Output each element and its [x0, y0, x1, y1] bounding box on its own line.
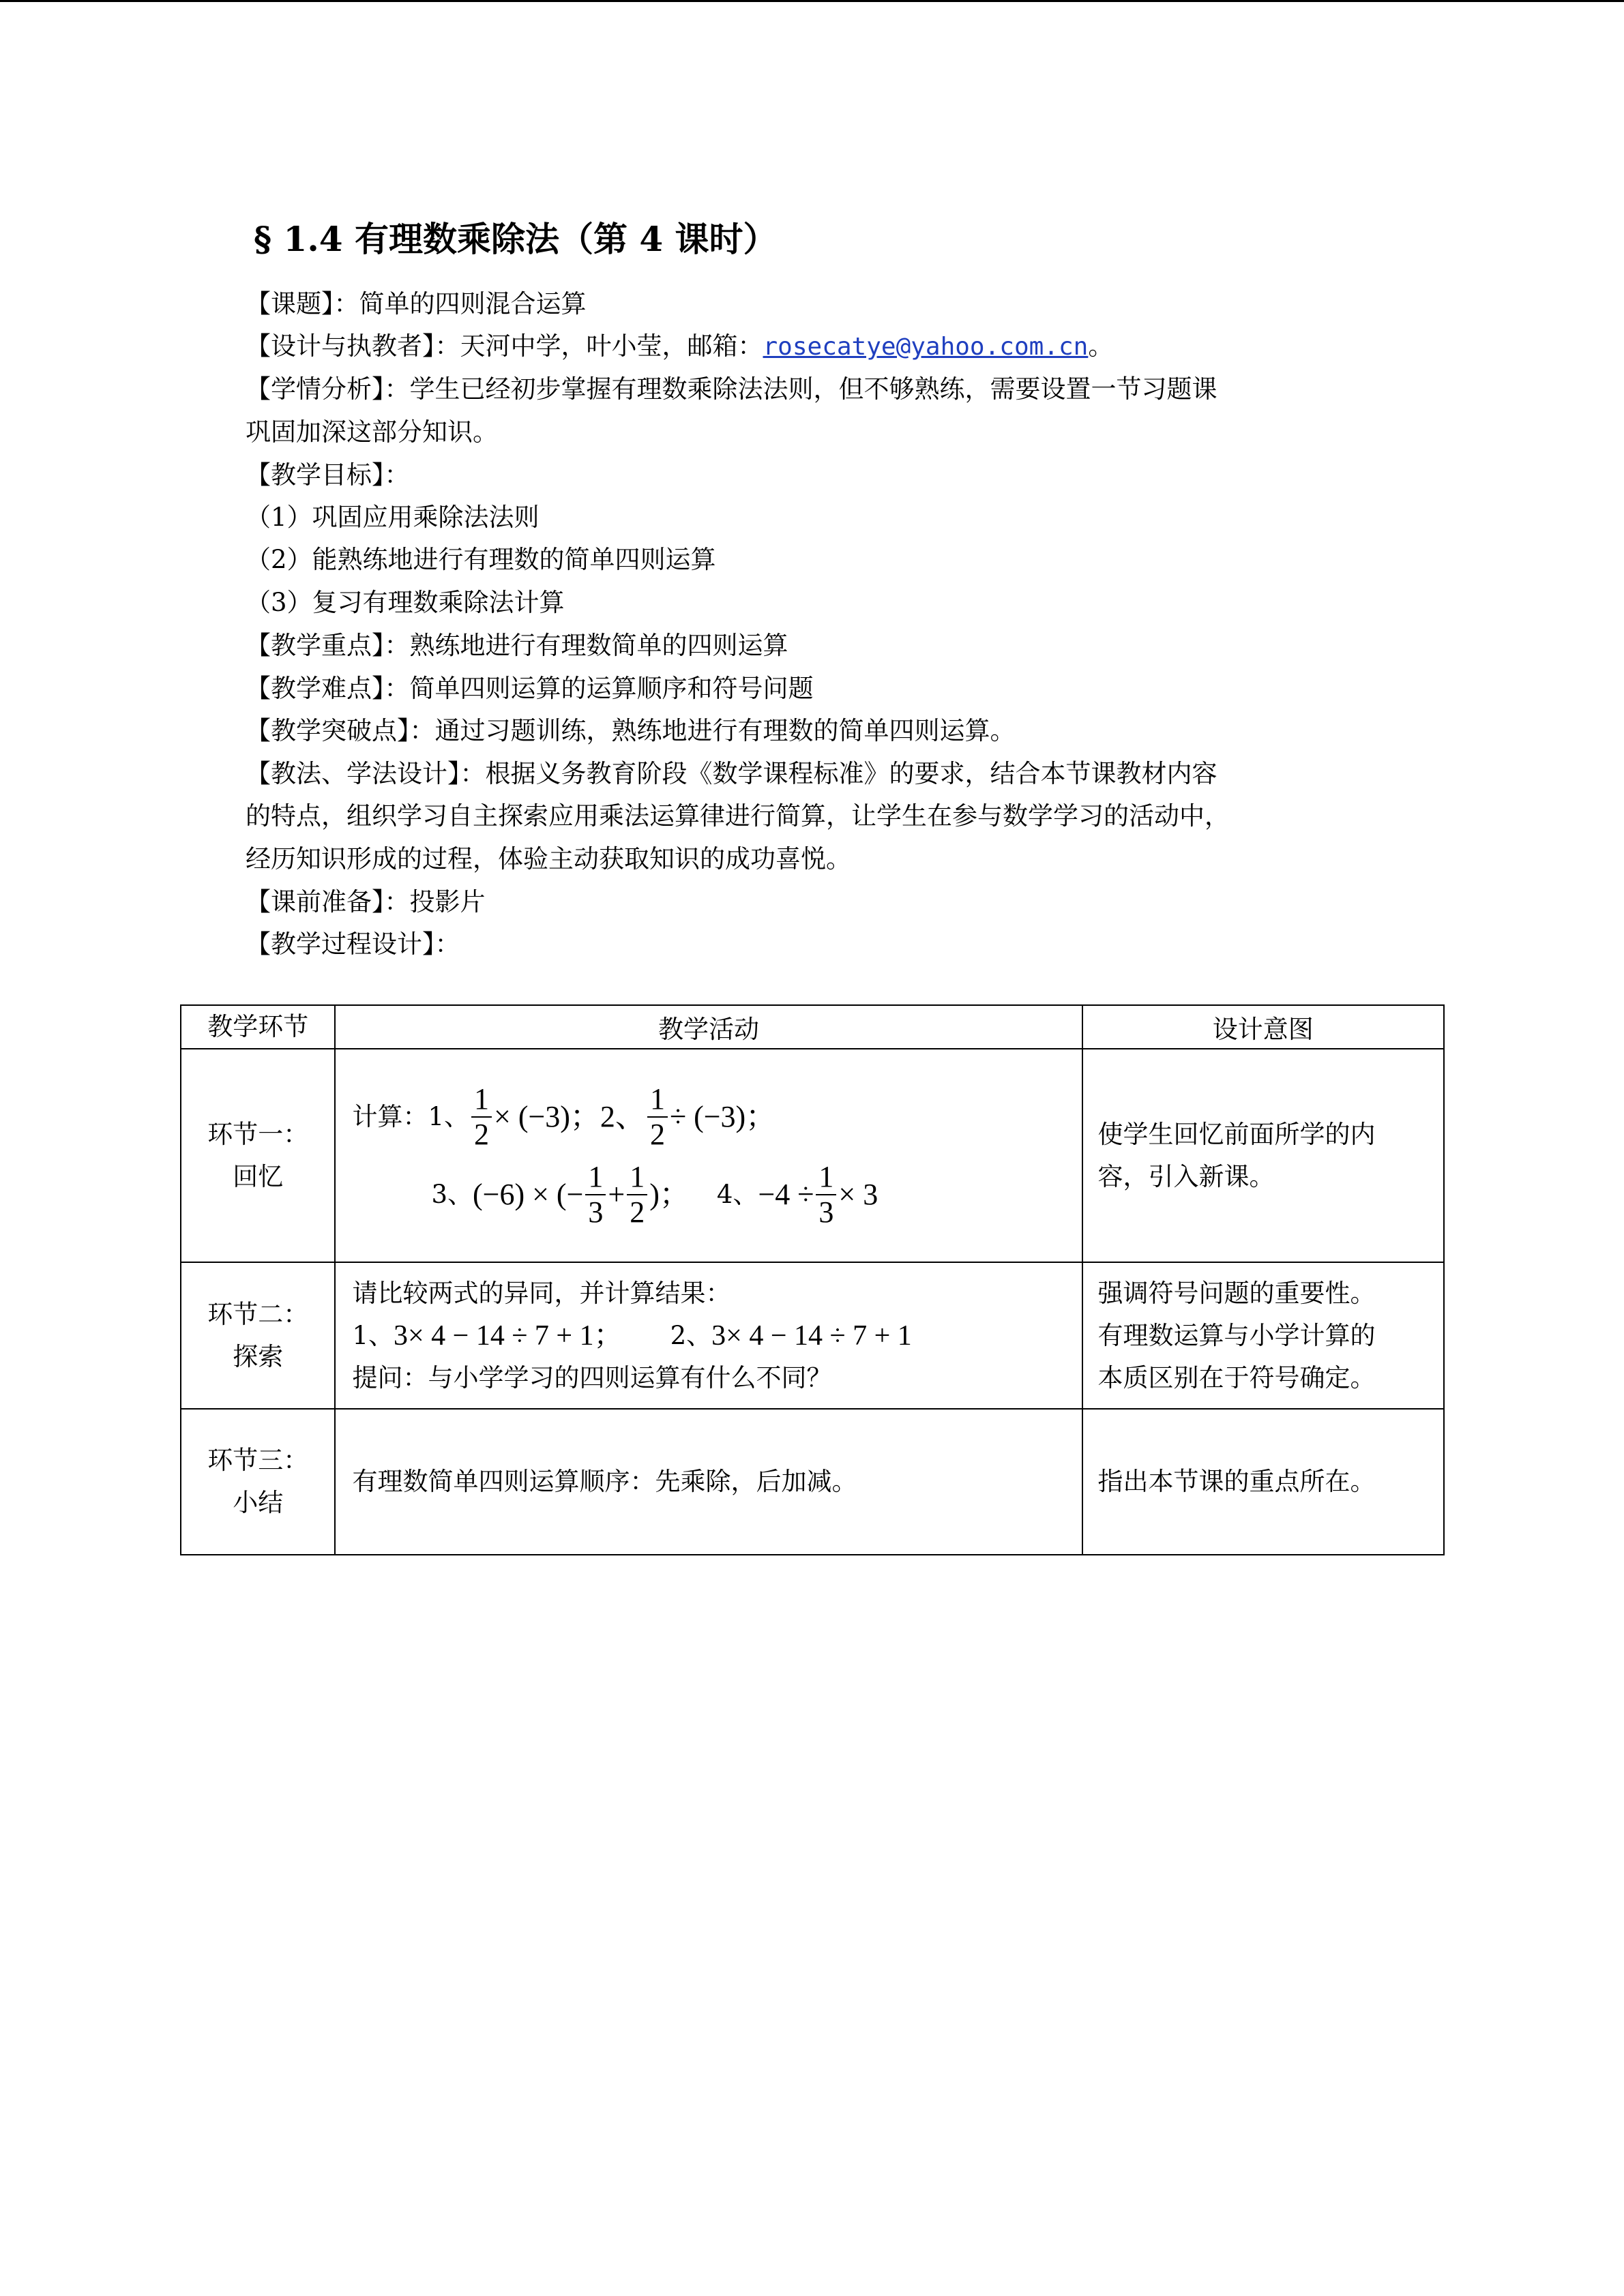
denominator: 2 [630, 1195, 645, 1229]
line-text: 学生已经初步掌握有理数乘除法法则，但不够熟练，需要设置一节习题课 [409, 374, 1217, 404]
numerator: 1 [627, 1160, 647, 1195]
denominator: 3 [818, 1195, 834, 1229]
info-line-key-points [246, 625, 788, 667]
stage-label: 环节三： [207, 1446, 309, 1475]
expression: 3× 4 − 14 ÷ 7 + 1； [394, 1320, 623, 1352]
info-line-topic [246, 283, 587, 325]
expression: −4 ÷ [758, 1177, 814, 1211]
line-label: 【课前准备】： [246, 887, 410, 916]
line-text: 通过习题训练，熟练地进行有理数的简单四则运算。 [434, 716, 1016, 745]
info-line-author [246, 325, 1113, 368]
line-text: 简单的四则混合运算 [359, 289, 587, 318]
goal-item-2 [246, 539, 716, 581]
intent-text: 强调符号问题的重要性。 [1097, 1278, 1376, 1308]
line-label: 【学情分析】： [246, 374, 410, 404]
line-text: （2）能熟练地进行有理数的简单四则运算 [246, 545, 716, 574]
stage-label: 环节二： [207, 1299, 309, 1329]
expression: × 3 [838, 1177, 879, 1211]
denominator: 2 [474, 1117, 489, 1151]
expression: × (−3)；2、 [494, 1099, 645, 1133]
header-intent: 设计意图 [1082, 1005, 1444, 1049]
stage-cell [181, 1409, 335, 1555]
line-label: 【教学过程设计】： [246, 929, 460, 959]
line-label: 【教学重点】： [246, 631, 410, 660]
intent-text: 有理数运算与小学计算的 [1097, 1320, 1376, 1350]
page-title: § 1.4 有理数乘除法（第 4 课时） [254, 219, 778, 259]
line-text: 经历知识形成的过程，体验主动获取知识的成功喜悦。 [246, 844, 851, 874]
info-line-method-cont-1 [246, 795, 1230, 837]
fraction [647, 1082, 668, 1152]
line-text: 投影片 [409, 887, 486, 916]
info-line-analysis [246, 368, 1217, 411]
table-row [181, 1409, 1444, 1555]
calc-label: 计算：1、 [352, 1101, 469, 1131]
intent-text: 使学生回忆前面所学的内 [1097, 1119, 1376, 1149]
expression: ÷ (−3)； [669, 1099, 776, 1133]
math-line [352, 1315, 1081, 1357]
item-number: 1、 [352, 1320, 394, 1350]
line-label: 【教法、学法设计】： [246, 759, 486, 788]
activity-cell [335, 1409, 1082, 1555]
math-line-1 [352, 1082, 1081, 1152]
line-text-after: 。 [1088, 331, 1114, 361]
expression: 3× 4 − 14 ÷ 7 + 1 [711, 1320, 912, 1352]
intent-cell [1082, 1409, 1444, 1555]
item-number: 2、 [670, 1320, 712, 1350]
header-stage: 教学环节 [181, 1005, 335, 1049]
numerator: 1 [471, 1082, 492, 1118]
item-number: 3、 [431, 1179, 473, 1209]
stage-label: 环节一： [207, 1119, 309, 1149]
info-line-analysis-cont [246, 411, 498, 453]
denominator: 3 [588, 1195, 604, 1229]
stage-cell [181, 1262, 335, 1409]
line-text: 熟练地进行有理数简单的四则运算 [409, 631, 788, 660]
expression: )； [649, 1177, 690, 1211]
numerator: 1 [816, 1160, 836, 1195]
intent-text: 容，引入新课。 [1097, 1161, 1275, 1191]
fraction [816, 1160, 836, 1229]
table-row [181, 1049, 1444, 1262]
line-label: 【教学突破点】： [246, 716, 435, 745]
numerator: 1 [585, 1160, 606, 1195]
info-line-breakthrough [246, 710, 1016, 752]
expression: (−6) × (− [473, 1177, 584, 1211]
fraction [627, 1160, 647, 1229]
table-row [181, 1262, 1444, 1409]
math-line-2 [352, 1160, 1081, 1229]
fraction [585, 1160, 606, 1229]
line-text: 根据义务教育阶段《数学课程标准》的要求，结合本节课教材内容 [485, 759, 1217, 788]
denominator: 2 [649, 1117, 665, 1151]
goal-item-1 [246, 496, 540, 539]
info-line-method [246, 753, 1217, 795]
intent-content [1083, 1272, 1443, 1399]
intent-content [1083, 1461, 1443, 1503]
email-link[interactable]: rosecatye@yahoo.com.cn [763, 333, 1089, 361]
intent-cell [1082, 1262, 1444, 1409]
activity-content [336, 1461, 1081, 1503]
line-text: （3）复习有理数乘除法计算 [246, 588, 565, 617]
line-label: 【设计与执教者】： [246, 331, 460, 361]
fraction [471, 1082, 492, 1152]
activity-text: 有理数简单四则运算顺序：先乘除，后加减。 [352, 1467, 857, 1496]
activity-content [336, 1272, 1081, 1399]
line-text: 简单四则运算的运算顺序和符号问题 [409, 674, 814, 703]
intent-text: 指出本节课的重点所在。 [1097, 1467, 1376, 1496]
info-line-preparation [246, 881, 486, 923]
line-label: 【教学难点】： [246, 674, 410, 703]
info-line-method-cont-2 [246, 838, 851, 880]
line-label: 【教学目标】： [246, 460, 410, 490]
table-header-row [181, 1005, 1444, 1049]
stage-name: 探索 [233, 1341, 284, 1371]
stage-name: 小结 [233, 1488, 284, 1517]
stage-cell [181, 1049, 335, 1262]
line-text: 巩固加深这部分知识。 [246, 417, 498, 447]
lesson-plan-table [180, 1004, 1445, 1555]
info-line-difficulties [246, 668, 814, 710]
item-number: 4、 [716, 1179, 758, 1209]
activity-cell [335, 1049, 1082, 1262]
info-line-goals [246, 454, 410, 496]
line-text: （1）巩固应用乘除法法则 [246, 503, 540, 532]
activity-text: 请比较两式的异同，并计算结果： [352, 1278, 731, 1308]
goal-item-3 [246, 582, 565, 624]
line-label: 【课题】： [246, 289, 359, 318]
intent-content [1083, 1114, 1443, 1198]
intent-text: 本质区别在于符号确定。 [1097, 1362, 1376, 1392]
intent-cell [1082, 1049, 1444, 1262]
activity-content [336, 1082, 1081, 1229]
header-activity: 教学活动 [335, 1005, 1082, 1049]
info-line-process [246, 923, 460, 966]
stage-name: 回忆 [233, 1161, 284, 1191]
line-text: 天河中学，叶小莹，邮箱： [460, 331, 763, 361]
activity-text: 提问：与小学学习的四则运算有什么不同？ [352, 1362, 832, 1392]
numerator: 1 [647, 1082, 668, 1118]
expression: + [608, 1177, 625, 1211]
line-text: 的特点，组织学习自主探索应用乘法运算律进行简算，让学生在参与数学学习的活动中， [246, 801, 1230, 831]
activity-cell [335, 1262, 1082, 1409]
